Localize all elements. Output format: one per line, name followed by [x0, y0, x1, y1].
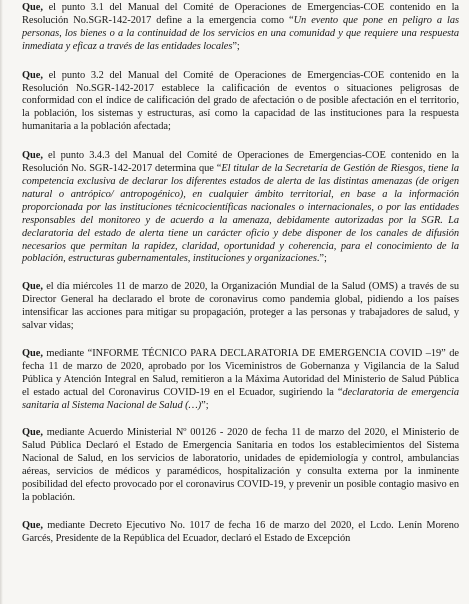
paragraph-lead: Que, [22, 150, 43, 162]
paragraph-que-informe-tecnico [22, 348, 459, 413]
paragraph-quote: declaratoria de emergencia sanitaria al Sistema Nacional de Salud (…) [22, 386, 459, 411]
paragraph-que-3-4-3 [22, 150, 459, 266]
paragraph-que-decreto-ejecutivo [22, 520, 459, 546]
scan-edge-shadow [0, 0, 3, 604]
paragraph-que-3-2 [22, 70, 459, 135]
paragraph-que-acuerdo-ministerial [22, 427, 459, 504]
paragraph-text: el punto 3.1 del Manual del Comité de Operaciones de Emergencias-COE contenido en la Resolución No.SGR-142-2017 define a la emergencia como “ [22, 2, 459, 26]
paragraph-lead: Que, [22, 519, 43, 531]
paragraph-text-end: .”; [316, 253, 327, 265]
paragraph-lead: Que, [22, 69, 43, 81]
paragraph-lead: Que, [22, 427, 43, 439]
paragraph-text: el día miércoles 11 de marzo de 2020, la Organización Mundial de la Salud (OMS) a través de su Director General ha declarado el brote de coronavirus como pandemia global, pidiendo a los países intensificar las acciones para mitigar su propagación, proteger a las personas y trabajadores de salud, y salvar vidas; [22, 281, 459, 332]
paragraph-quote: El titular de la Secretaría de Gestión de Riesgos, tiene la competencia exclusiva de declarar los diferentes estados de alerta de las distintas amenazas (de origen natural o antrópico/ antropogénico), en cualquier ámbito territorial, en base a la información proporcionada por las instituciones técnicocientíficas nacionales o internacionales, o por las entidades responsables del monitoreo y de acuerdo a la amenaza, debidamente autorizadas por la SGR. La declaratoria del estado de alerta tiene un carácter oficio y debe disponer de los canales de difusión necesarios que permitan la rapidez, claridad, oportunidad y coherencia, para el conocimiento de la población, estructuras gubernamentales, instituciones y organizaciones [22, 163, 459, 265]
paragraph-text-end: ”; [201, 399, 209, 411]
paragraph-text: el punto 3.4.3 del Manual del Comité de Operaciones de Emergencias-COE contenido en la Resolución No. SGR-142-2017 determina que “ [22, 150, 459, 175]
paragraph-lead: Que, [22, 281, 43, 293]
paragraph-text: el punto 3.2 del Manual del Comité de Operaciones de Emergencias-COE contenido en la Resolución No.SGR-142-2017 establece la calificación de eventos o situaciones peligrosas de conformidad con el índice de calificación del grado de afectación o de posible afectación en el territorio, la población, los sistemas y estructuras, así como la capacidad de las instituciones para la respuesta humanitaria a la población afectada; [22, 69, 459, 133]
paragraph-text-end: ”; [232, 40, 240, 52]
paragraph-que-3-1 [22, 2, 459, 54]
paragraph-lead: Que, [22, 347, 43, 359]
paragraph-text: mediante Acuerdo Ministerial Nº 00126 - 2020 de fecha 11 de marzo del 2020, el Ministerio de Salud Pública Declaró el Estado de Emergencia Sanitaria en todos los establecimientos del Sistema Nacional de Salud, en los servicios de laboratorio, unidades de epidemiología y control, ambulancias aéreas, servicios de médicos y paramédicos, hospitalización y consulta externa por la inminente posibilidad del efecto provocado por el coronavirus COVID-19, y prevenir un posible contagio masivo en la población. [22, 427, 459, 503]
paragraph-text: mediante “INFORME TÉCNICO PARA DECLARATORIA DE EMERGENCIA COVID –19” de fecha 11 de marzo de 2020, aprobado por los Viceministros de Gobernanza y Vigilancia de la Salud Pública y Atención Integral en Salud, remitieron a la Máxima Autoridad del Ministerio de Salud Pública el estado actual del Coronavirus COVID-19 en el Ecuador, sugiriendo la “ [22, 347, 459, 398]
paragraph-que-oms [22, 281, 459, 333]
paragraph-lead: Que, [22, 2, 43, 13]
paragraph-quote: Un evento que pone en peligro a las personas, los bienes o a la continuidad de los servicios en una comunidad y que requiere una respuesta inmediata y eficaz a través de las entidades locales [22, 14, 459, 52]
paragraph-text: mediante Decreto Ejecutivo No. 1017 de fecha 16 de marzo del 2020, el Lcdo. Lenín Moreno Garcés, Presidente de la República del Ecuador, declaró el Estado de Excepción [22, 519, 459, 544]
